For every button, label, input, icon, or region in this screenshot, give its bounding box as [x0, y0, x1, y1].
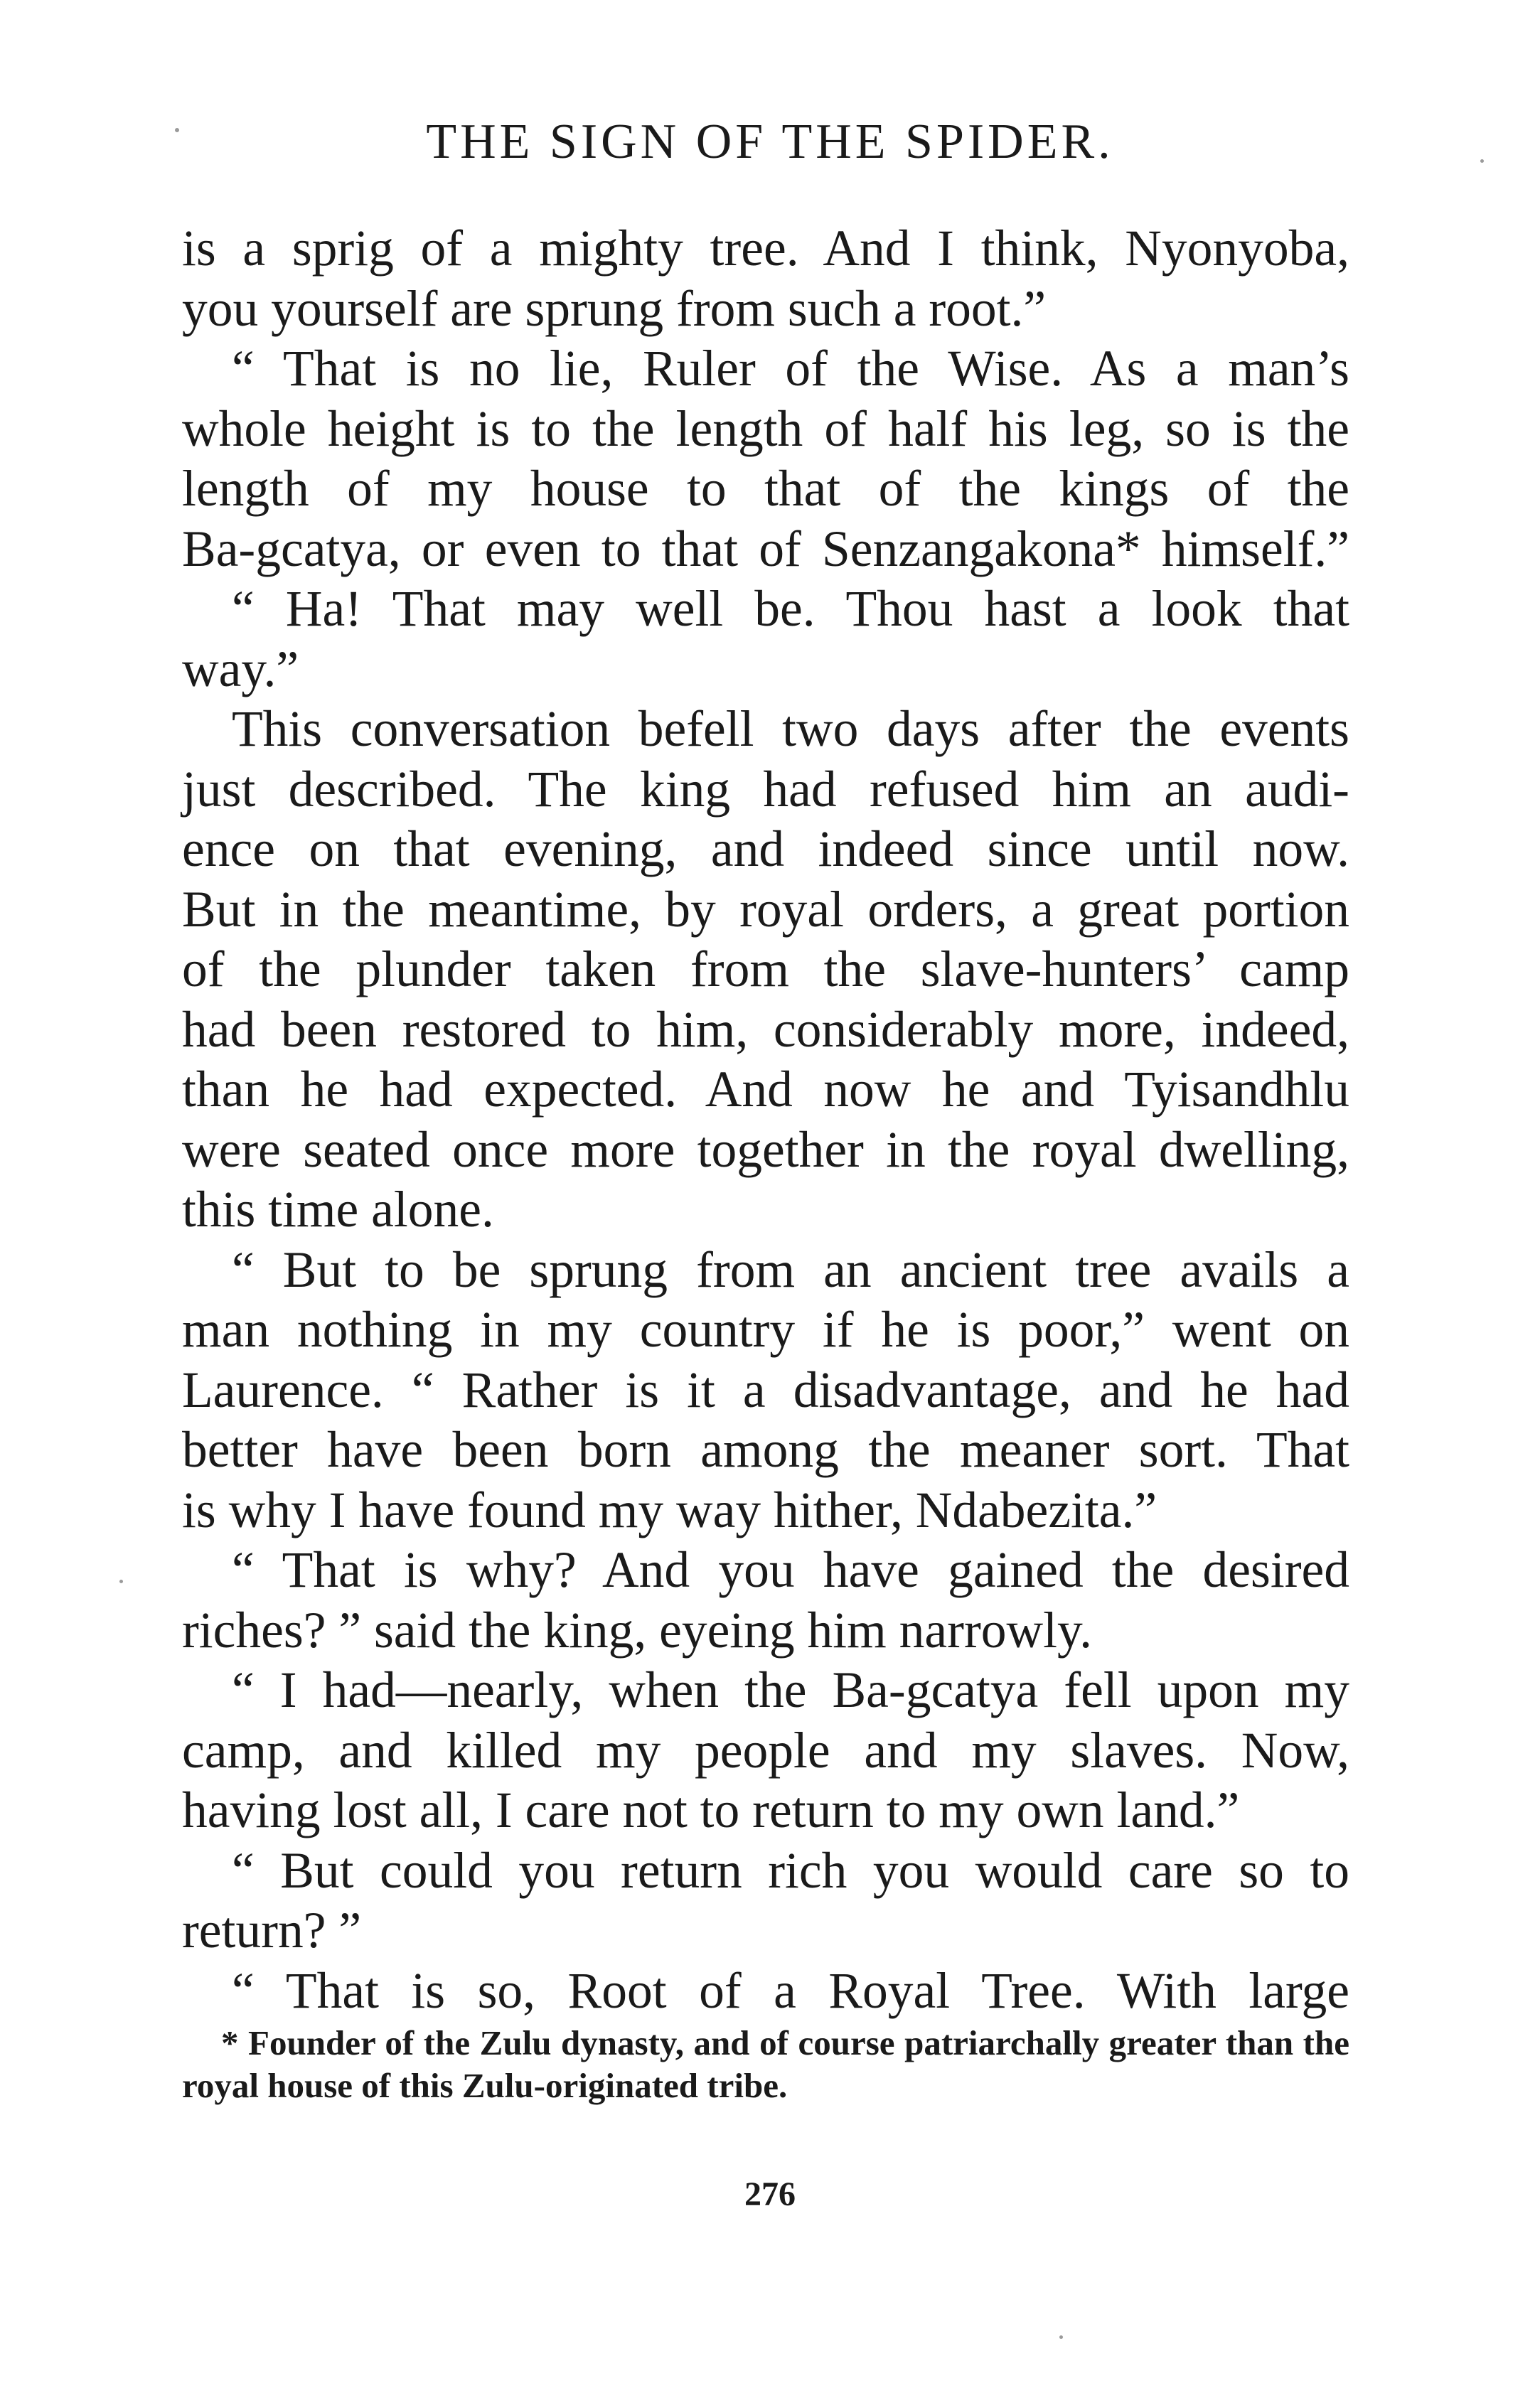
text-line: This conversation befell two days after the events: [232, 701, 1349, 757]
text-line: man nothing in my country if he is poor,” went on: [182, 1302, 1349, 1358]
paper-speck: [1480, 159, 1484, 163]
text-line: way.”: [182, 641, 299, 697]
paper-speck: [175, 128, 179, 132]
text-line: riches? ” said the king, eyeing him narrowly.: [182, 1602, 1092, 1659]
text-line: ence on that evening, and indeed since until now.: [182, 821, 1349, 877]
text-line: “ Ha! That may well be. Thou hast a look that: [232, 581, 1349, 637]
text-line: camp, and killed my people and my slaves. Now,: [182, 1722, 1349, 1779]
text-line: “ That is why? And you have gained the desired: [232, 1542, 1349, 1598]
text-line: better have been born among the meaner sort. That: [182, 1422, 1349, 1478]
text-line: return? ”: [182, 1902, 362, 1959]
text-line: “ But to be sprung from an ancient tree avails a: [232, 1241, 1349, 1298]
text-line: “ But could you return rich you would care so to: [232, 1842, 1349, 1899]
text-line: you yourself are sprung from such a root.”: [182, 280, 1047, 337]
text-line: had been restored to him, considerably more, indeed,: [182, 1001, 1349, 1058]
paper-speck: [119, 1580, 123, 1583]
footnote-text: * Founder of the Zulu dynasty, and of course patriarchally greater than the royal house of this Zulu-originated tribe.: [182, 2023, 1349, 2105]
text-line: “ I had—nearly, when the Ba-gcatya fell upon my: [232, 1662, 1349, 1718]
text-line: were seated once more together in the royal dwelling,: [182, 1121, 1349, 1178]
text-line: But in the meantime, by royal orders, a great portion: [182, 881, 1349, 938]
text-line: just described. The king had refused him an audi-: [182, 761, 1349, 818]
paper-speck: [1059, 2335, 1063, 2339]
footnote: [182, 2022, 1349, 2107]
text-line: whole height is to the length of half his leg, so is the: [182, 400, 1349, 457]
page-number: 276: [744, 2175, 796, 2213]
running-head: THE SIGN OF THE SPIDER.: [426, 114, 1114, 169]
text-line: is a sprig of a mighty tree. And I think, Nyonyoba,: [182, 220, 1349, 277]
text-line: having lost all, I care not to return to my own land.”: [182, 1782, 1240, 1838]
body-text: [182, 219, 1349, 2021]
text-line: this time alone.: [182, 1182, 494, 1238]
text-line: Laurence. “ Rather is it a disadvantage, and he had: [182, 1361, 1349, 1418]
text-line: Ba-gcatya, or even to that of Senzangakona* himself.”: [182, 520, 1349, 577]
text-line: “ That is so, Root of a Royal Tree. With large: [232, 1962, 1349, 2019]
text-line: “ That is no lie, Ruler of the Wise. As a man’s: [232, 341, 1349, 397]
text-line: than he had expected. And now he and Tyisandhlu: [182, 1061, 1349, 1118]
text-line: is why I have found my way hither, Ndabezita.”: [182, 1482, 1157, 1538]
text-line: length of my house to that of the kings of the: [182, 461, 1349, 517]
text-line: of the plunder taken from the slave-hunters’ camp: [182, 941, 1349, 997]
